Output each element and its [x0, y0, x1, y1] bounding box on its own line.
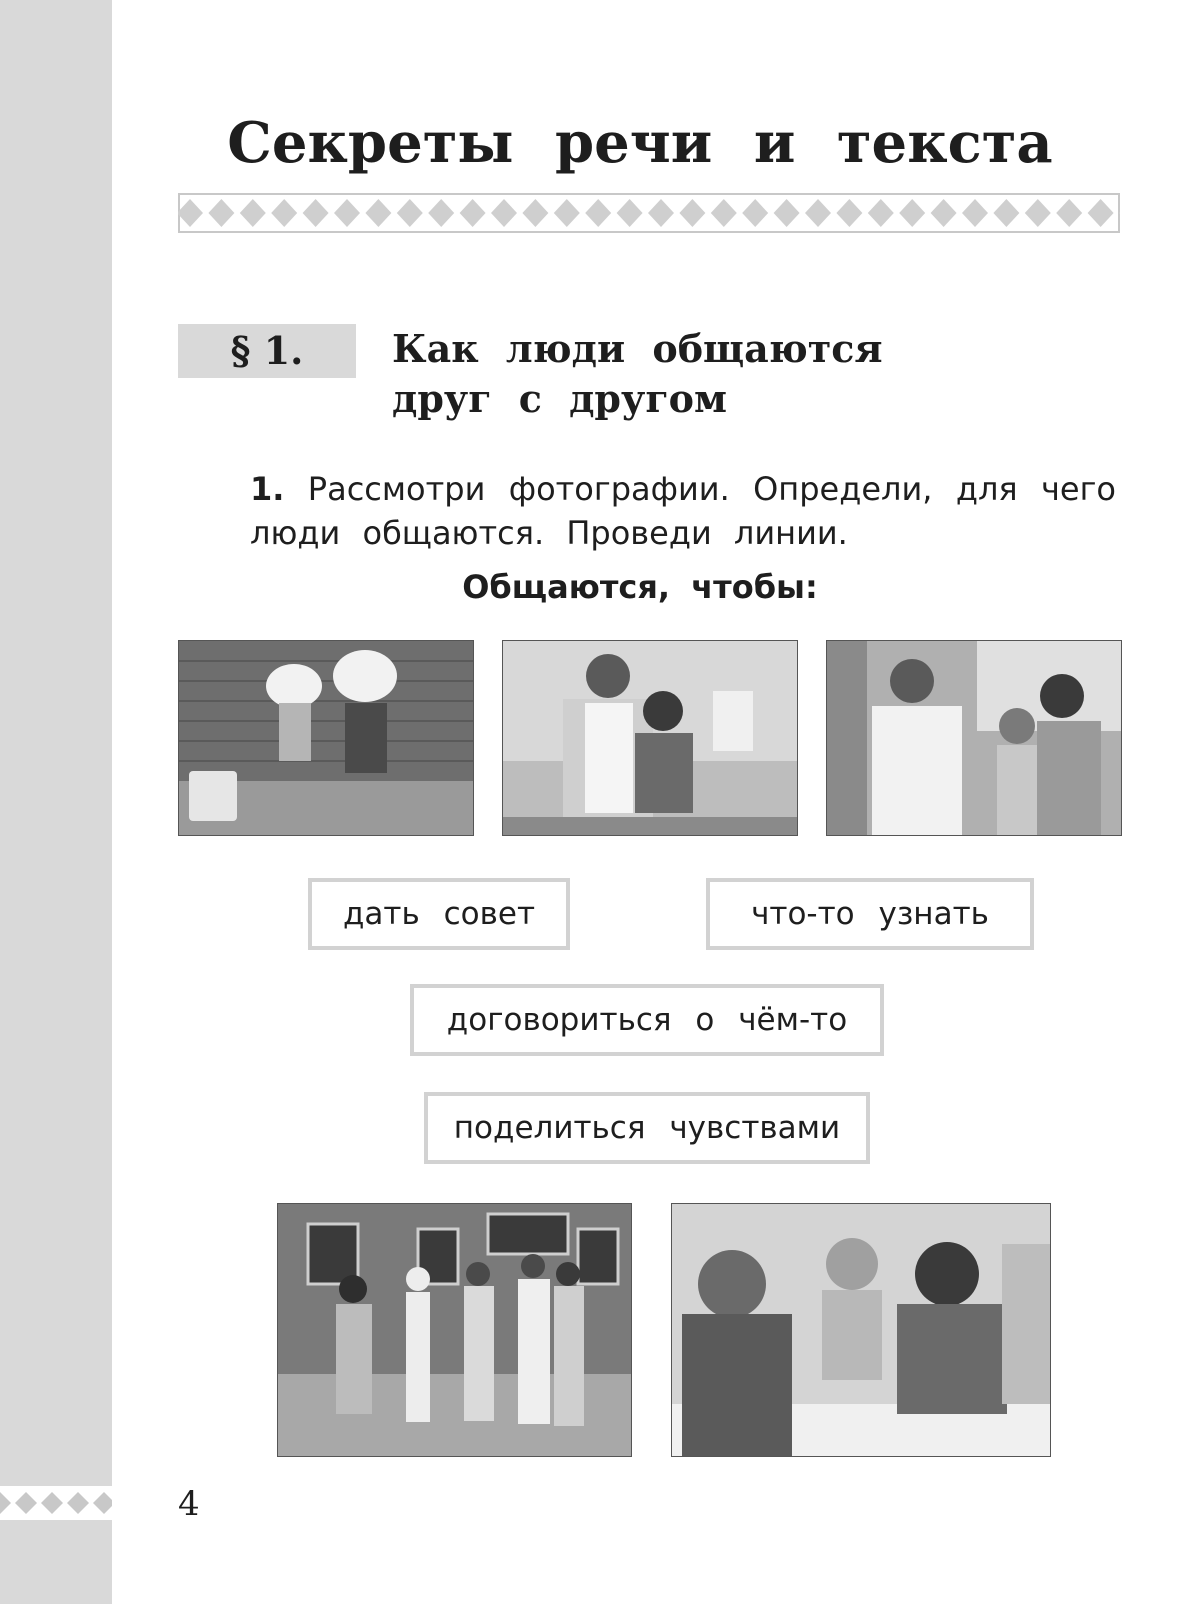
father-son-kitchen-photo	[502, 640, 798, 836]
answer-box-share-feelings[interactable]: поделиться чувствами	[424, 1092, 870, 1164]
doctor-patient-photo	[826, 640, 1122, 836]
museum-excursion-photo	[277, 1203, 632, 1457]
task-instructions: Рассмотри фотографии. Определи, для чего люди общаются. Проведи линии.	[250, 470, 1117, 552]
task-subheading: Общаются, чтобы:	[462, 568, 818, 606]
chapter-title: Секреты речи и текста	[227, 110, 1053, 176]
children-baking-photo	[178, 640, 474, 836]
answer-box-give-advice[interactable]: дать совет	[308, 878, 570, 950]
side-band	[0, 0, 112, 1604]
title-ornament	[178, 193, 1120, 233]
answer-box-agree-on-something[interactable]: договориться о чём-то	[410, 984, 884, 1056]
task-text	[250, 467, 1116, 555]
answer-box-learn-something[interactable]: что-то узнать	[706, 878, 1034, 950]
section-title	[392, 324, 1092, 424]
page-number: 4	[178, 1484, 200, 1524]
section-title-line2: друг с другом	[392, 376, 727, 421]
task-number: 1.	[250, 470, 285, 508]
section-number-badge: § 1.	[178, 324, 356, 378]
side-ornament	[0, 1486, 112, 1520]
section-title-line1: Как люди общаются	[392, 326, 883, 371]
schoolchildren-talking-photo	[671, 1203, 1051, 1457]
